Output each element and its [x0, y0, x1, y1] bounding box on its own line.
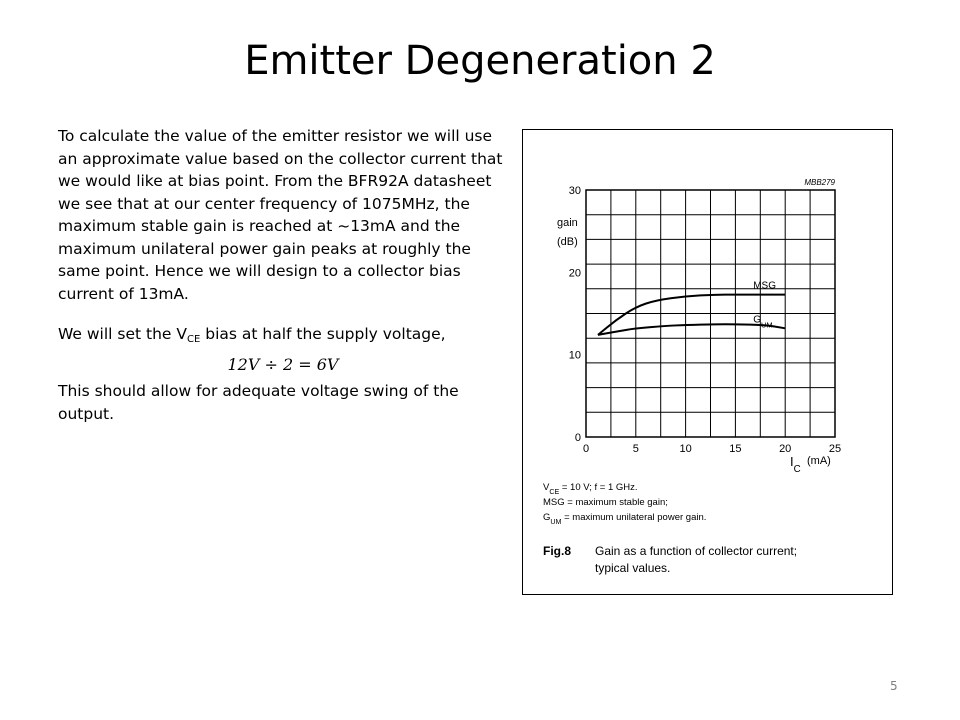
- paragraph-vce-bias: [58, 323, 508, 352]
- figure-caption-line-1: Gain as a function of collector current;: [595, 544, 798, 558]
- body-text: [58, 125, 508, 425]
- legend-line: MSG = maximum stable gain;: [543, 497, 668, 508]
- y-axis-unit: (dB): [557, 236, 578, 248]
- y-tick-label: 0: [574, 432, 581, 444]
- page-number: 5: [890, 679, 898, 693]
- datasheet-figure: [522, 129, 893, 595]
- x-tick-label: 0: [582, 443, 590, 455]
- vce-subscript: CE: [187, 334, 201, 345]
- legend-line: $V_{CE} = 10$ V; f = 1 GHz.: [543, 482, 638, 496]
- x-tick-label: 15: [729, 443, 742, 455]
- vce-prefix: We will set the V: [58, 325, 187, 343]
- y-tick-label: 10: [568, 349, 581, 362]
- voltage-equation: 12V ÷ 2 = 6V: [227, 354, 339, 374]
- figure-id: MBB279: [804, 178, 835, 187]
- vce-suffix: bias at half the supply voltage,: [200, 325, 446, 343]
- series-label-gum: $G_{UM}$: [753, 314, 773, 329]
- y-tick-label: 30: [568, 185, 581, 197]
- series-label-msg: MSG: [753, 280, 776, 292]
- figure-caption-label: Fig.8: [543, 544, 572, 558]
- x-tick-label: 10: [679, 443, 692, 455]
- y-axis-label: gain: [557, 217, 578, 229]
- slide-title: Emitter Degeneration 2: [244, 38, 716, 84]
- paragraph-bias-current: To calculate the value of the emitter resistor we will use an approximate value based on the collector current that we would like at bias point. From the BFR92A datasheet we see that at our center frequency of 1075MHz, the maximum stable gain is reached at ~13mA and the maximum unilateral power gain peaks at roughly the same point. Hence we will design to a collector bias current of 13mA.: [58, 127, 503, 303]
- x-axis-label: $I_C$: [790, 454, 801, 475]
- paragraph-voltage-swing: This should allow for adequate voltage swing of the output.: [58, 382, 459, 423]
- y-tick-label: 20: [568, 267, 581, 280]
- x-tick-label: 20: [779, 443, 792, 455]
- legend-line: $G_{UM}$ = maximum unilateral power gain.: [543, 512, 707, 526]
- x-axis-unit: (mA): [807, 455, 831, 467]
- figure-caption-line-2: typical values.: [595, 561, 671, 575]
- gain-chart: [523, 130, 894, 596]
- series-line-gum: [598, 324, 785, 335]
- x-tick-label: 25: [828, 443, 842, 455]
- x-tick-label: 5: [632, 443, 639, 455]
